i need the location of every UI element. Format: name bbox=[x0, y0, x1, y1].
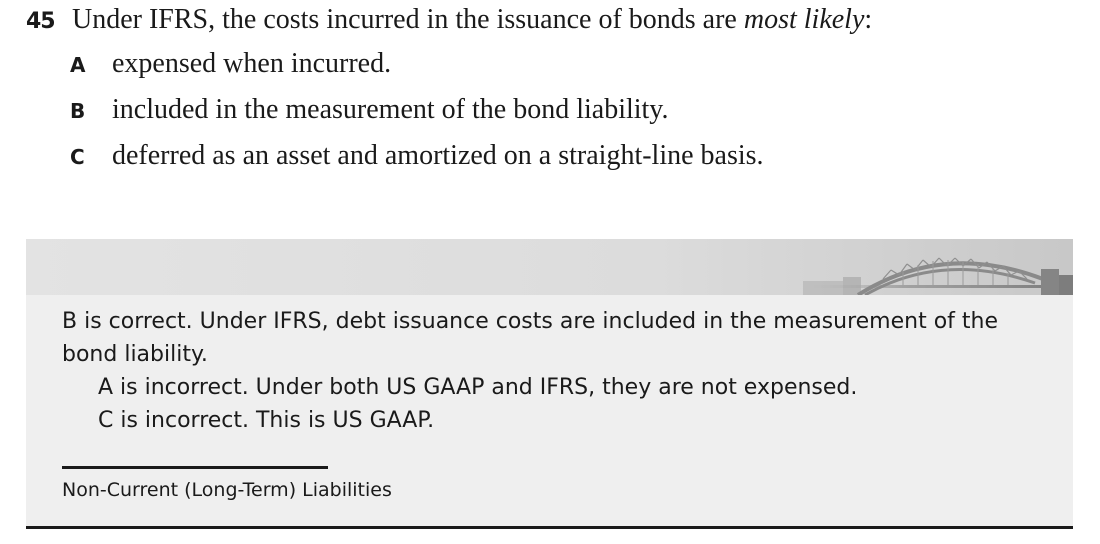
question-number: 45 bbox=[26, 9, 55, 34]
option-a bbox=[26, 48, 1076, 94]
option-text: included in the measurement of the bond liability. bbox=[112, 94, 669, 125]
option-letter: B bbox=[70, 99, 85, 123]
option-letter: C bbox=[70, 145, 84, 169]
solution-text bbox=[62, 305, 1052, 437]
option-b bbox=[26, 94, 1076, 140]
option-text: deferred as an asset and amortized on a straight-line basis. bbox=[112, 140, 764, 171]
solution-box bbox=[26, 239, 1073, 529]
incorrect-explanation-a: A is incorrect. Under both US GAAP and IFRS, they are not expensed. bbox=[98, 375, 858, 400]
question-block bbox=[26, 4, 1076, 186]
option-text: expensed when incurred. bbox=[112, 48, 392, 79]
question-stem-after: : bbox=[864, 4, 873, 35]
option-c bbox=[26, 140, 1076, 186]
topic-divider bbox=[62, 466, 328, 469]
question-stem bbox=[72, 4, 872, 36]
question-stem-before: Under IFRS, the costs incurred in the issuance of bonds are bbox=[72, 4, 744, 35]
option-letter: A bbox=[70, 53, 85, 77]
topic-label: Non-Current (Long-Term) Liabilities bbox=[62, 479, 392, 501]
question-stem-emphasis: most likely bbox=[743, 4, 865, 35]
bridge-silhouette-icon bbox=[773, 239, 1073, 295]
correct-answer-explanation: B is correct. Under IFRS, debt issuance costs are included in the measurement of the bond liability. bbox=[62, 309, 999, 367]
answer-options bbox=[26, 48, 1076, 186]
incorrect-explanation-c: C is incorrect. This is US GAAP. bbox=[98, 408, 435, 433]
question-stem-line bbox=[26, 4, 1076, 40]
solution-banner bbox=[26, 239, 1073, 295]
